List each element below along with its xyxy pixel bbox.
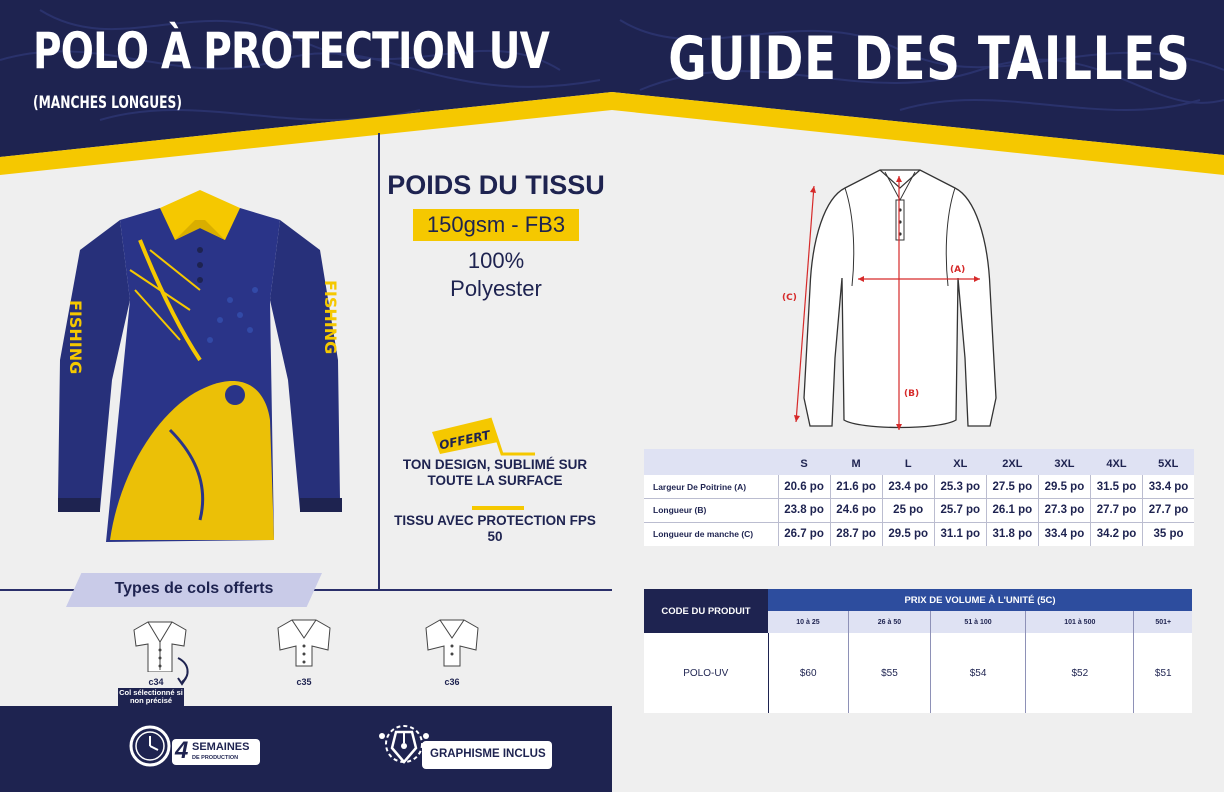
row-label-length: Longueur (B) [644,499,778,523]
shirt-measurement-diagram [760,158,1040,438]
table-cell: 25.3 po [934,475,986,499]
fabric-info [380,170,612,303]
price-cell: $54 [930,633,1025,713]
table-cell: 33.4 po [1143,475,1194,499]
size-header-row [644,449,1194,475]
curved-arrow-icon [170,656,194,688]
table-cell: 25 po [882,499,934,523]
price-cell: $52 [1026,633,1134,713]
size-guide-title: GUIDE DES TAILLES [668,24,1191,94]
fabric-gsm-badge: 150gsm - FB3 [413,209,579,241]
collars-heading: Types de cols offerts [114,580,274,597]
row-label-sleeve: Longueur de manche (C) [644,522,778,546]
table-cell: 26.1 po [986,499,1038,523]
product-title: POLO À PROTECTION UV [33,22,550,80]
production-weeks-label: SEMAINES [192,741,250,753]
table-cell: 21.6 po [830,475,882,499]
feature-design: TON DESIGN, SUBLIMÉ SUR TOUTE LA SURFACE [402,457,588,488]
size-chart-table [644,449,1194,546]
fabric-material-percent: 100% [467,248,525,273]
collar-code-c34: c34 [148,677,164,687]
collar-c35-icon [272,616,336,672]
size-header-2xl: 2XL [986,449,1038,475]
row-label-chest: Largeur De Poitrine (A) [644,475,778,499]
price-cell: $51 [1134,633,1192,713]
table-cell: 20.6 po [778,475,830,499]
feature-separator [472,506,524,510]
table-cell: 29.5 po [1038,475,1090,499]
price-cell: $60 [768,633,848,713]
size-header-xl: XL [934,449,986,475]
size-header-m: M [830,449,882,475]
table-cell: 25.7 po [934,499,986,523]
label-a: (A) [950,265,966,275]
default-collar-note: Col sélectionné si non précisé [119,688,183,705]
volume-price-header: PRIX DE VOLUME À L'UNITÉ (5C) [768,589,1192,611]
table-cell: 29.5 po [882,522,934,546]
table-cell: 27.7 po [1090,499,1142,523]
table-row [644,475,1194,499]
collar-code-c36: c36 [444,677,460,687]
sleeve-text-left: FISHING [66,300,85,375]
table-cell: 28.7 po [830,522,882,546]
tier-header: 51 à 100 [930,611,1025,633]
table-cell: 34.2 po [1090,522,1142,546]
table-cell: 23.4 po [882,475,934,499]
table-cell: 35 po [1143,522,1194,546]
price-cell: $55 [848,633,930,713]
product-subtitle: (MANCHES LONGUES) [33,93,182,113]
size-header-l: L [882,449,934,475]
design-included-label: GRAPHISME INCLUS [430,748,546,760]
fabric-title: POIDS DU TISSU [387,170,605,200]
feature-uv-protection: TISSU AVEC PROTECTION FPS 50 [394,513,596,544]
size-header-s: S [778,449,830,475]
polo-shirt-image [50,180,350,550]
table-cell: 26.7 po [778,522,830,546]
tier-header: 26 à 50 [848,611,930,633]
production-weeks-sub: DE PRODUCTION [192,755,239,761]
table-cell: 27.3 po [1038,499,1090,523]
size-header-3xl: 3XL [1038,449,1090,475]
table-cell: 33.4 po [1038,522,1090,546]
label-b: (B) [904,389,920,399]
tier-header: 101 à 500 [1026,611,1134,633]
table-cell: 23.8 po [778,499,830,523]
table-cell: 31.1 po [934,522,986,546]
offert-badge [430,414,540,458]
table-cell: 31.8 po [986,522,1038,546]
tier-header: 10 à 25 [768,611,848,633]
table-cell: 27.7 po [1143,499,1194,523]
offert-badge-text: OFFERT [437,427,492,453]
collar-code-c35: c35 [296,677,312,687]
sleeve-text-right: FISHING [321,280,340,355]
size-header-5xl: 5XL [1143,449,1194,475]
size-header-4xl: 4XL [1090,449,1142,475]
production-weeks-number: 4 [175,737,189,764]
label-c: (C) [782,293,797,303]
volume-price-table [644,589,1192,713]
fabric-material-name: Polyester [450,276,542,301]
header-banner [0,0,1224,175]
table-cell: 27.5 po [986,475,1038,499]
table-cell: 31.5 po [1090,475,1142,499]
table-cell: 24.6 po [830,499,882,523]
collar-c36-icon [420,616,484,672]
table-row [644,522,1194,546]
table-row [644,499,1194,523]
table-row [644,633,1192,713]
product-code-header: CODE DU PRODUIT [644,589,768,633]
tier-header: 501+ [1134,611,1192,633]
size-header-blank [644,449,778,475]
product-code-value: POLO-UV [644,633,768,713]
